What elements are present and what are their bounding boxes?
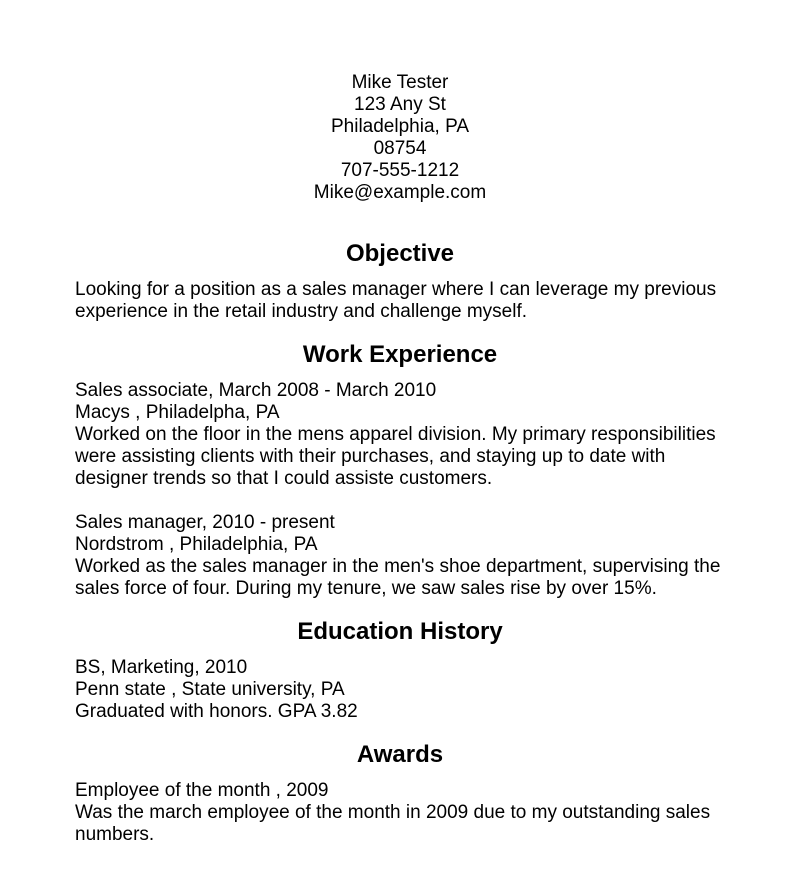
contact-street: 123 Any St	[354, 94, 446, 115]
job-company: Nordstrom , Philadelphia, PA	[75, 534, 318, 555]
education-note: Graduated with honors. GPA 3.82	[75, 701, 358, 722]
contact-zip: 08754	[373, 138, 427, 159]
award-entry	[75, 780, 725, 846]
job-title: Sales associate, March 2008 - March 2010	[75, 380, 437, 401]
contact-phone: 707-555-1212	[340, 160, 460, 181]
job-description: Worked as the sales manager in the men's shoe department, supervising the sales force of four. During my tenure, we saw sales rise by over 15%.	[75, 556, 721, 599]
award-title: Employee of the month , 2009	[75, 780, 329, 801]
job-company: Macys , Philadelpha, PA	[75, 402, 280, 423]
section-heading-objective: Objective	[345, 240, 455, 267]
contact-block	[75, 72, 725, 204]
education-degree: BS, Marketing, 2010	[75, 657, 248, 678]
award-description: Was the march employee of the month in 2009 due to my outstanding sales numbers.	[75, 802, 711, 845]
section-heading-work-experience: Work Experience	[302, 341, 498, 368]
job-description: Worked on the floor in the mens apparel division. My primary responsibilities were assisting clients with their purchases, and staying up to date with designer trends so that I could assiste customers.	[75, 424, 716, 489]
job-entry	[75, 512, 725, 600]
section-heading-awards: Awards	[356, 741, 444, 768]
objective-text: Looking for a position as a sales manager where I can leverage my previous experience in the retail industry and challenge myself.	[75, 279, 717, 322]
job-entry	[75, 380, 725, 490]
education-school: Penn state , State university, PA	[75, 679, 345, 700]
contact-name: Mike Tester	[351, 72, 449, 93]
education-entry	[75, 657, 725, 723]
job-title: Sales manager, 2010 - present	[75, 512, 335, 533]
contact-email: Mike@example.com	[313, 182, 487, 203]
section-heading-education: Education History	[297, 618, 503, 645]
contact-city-state: Philadelphia, PA	[330, 116, 470, 137]
